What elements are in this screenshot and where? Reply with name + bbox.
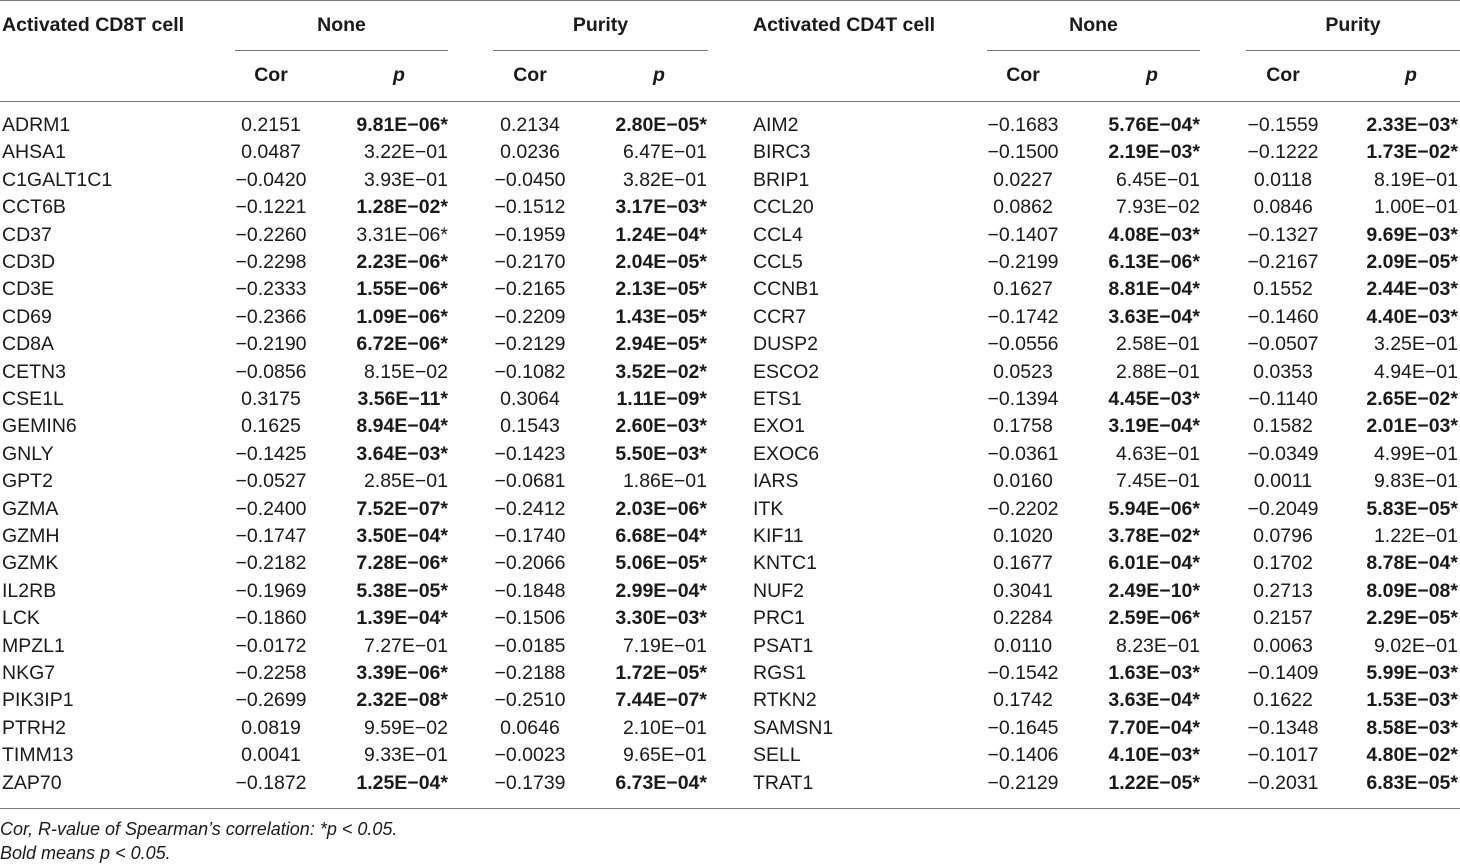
cor-purity-value: −0.0507 [1247,333,1319,355]
gene-name: SAMSN1 [753,717,834,739]
p-none-value: 2.49E−10* [1108,580,1200,602]
cor-purity-value: −0.1409 [1247,662,1319,684]
cor-none-value: −0.2333 [235,278,307,300]
cor-purity-value: −0.1222 [1247,141,1319,163]
cor-purity-value: 0.0846 [1253,196,1313,218]
cor-header: Cor [254,64,288,86]
gene-name: CCL4 [753,224,803,246]
gene-name: GPT2 [2,470,53,492]
cor-none-value: 0.2151 [241,114,301,136]
cor-purity-value: −0.0349 [1247,443,1319,465]
p-none-value: 4.45E−03* [1108,388,1200,410]
gene-name: GEMIN6 [2,415,77,437]
gene-name: PIK3IP1 [2,689,74,711]
p-none-value: 3.78E−02* [1108,525,1200,547]
gene-name: CD3E [2,278,55,300]
p-purity-value: 1.73E−02* [1366,141,1458,163]
cor-purity-value: −0.1017 [1247,744,1319,766]
cor-none-value: −0.0856 [235,361,307,383]
cor-none-value: 0.0227 [993,169,1053,191]
p-purity-value: 4.99E−01 [1373,443,1458,465]
purity-left-underline [493,50,708,51]
cor-none-value: −0.2366 [235,306,307,328]
p-none-value: 1.39E−04* [356,607,448,629]
cor-none-value: 0.0487 [241,141,301,163]
cor-none-value: −0.2699 [235,689,307,711]
gene-name: KIF11 [753,525,804,547]
p-none-value: 2.85E−01 [363,470,448,492]
p-none-value: 7.45E−01 [1115,470,1200,492]
cor-none-value: −0.2258 [235,662,307,684]
cor-none-value: −0.1742 [987,306,1059,328]
none-left-underline [235,50,448,51]
p-purity-value: 7.19E−01 [622,635,707,657]
p-none-value: 7.52E−07* [356,498,448,520]
cor-purity-value: 0.1622 [1253,689,1313,711]
cor-purity-value: −0.1740 [494,525,566,547]
p-none-value: 3.93E−01 [363,169,448,191]
cor-none-value: −0.1747 [235,525,307,547]
cor-purity-value: −0.1327 [1247,224,1319,246]
p-none-value: 2.32E−08* [356,689,448,711]
p-none-value: 7.28E−06* [356,552,448,574]
cor-purity-value: −0.2209 [494,306,566,328]
p-none-value: 8.81E−04* [1108,278,1200,300]
cor-none-value: 0.1758 [993,415,1053,437]
cor-purity-value: 0.0118 [1253,169,1313,191]
purity-right-underline [1246,50,1460,51]
cor-none-value: 0.1742 [993,689,1053,711]
cor-purity-value: −0.2031 [1247,772,1319,794]
cor-purity-value: 0.1543 [500,415,560,437]
p-purity-value: 2.94E−05* [615,333,707,355]
cor-none-value: 0.1625 [241,415,301,437]
cor-purity-value: −0.2066 [494,552,566,574]
gene-name: RTKN2 [753,689,817,711]
cor-purity-value: −0.0450 [494,169,566,191]
p-purity-value: 5.06E−05* [615,552,707,574]
gene-name: CD37 [2,224,52,246]
p-purity-value: 6.47E−01 [622,141,707,163]
gene-name: GZMK [2,552,59,574]
p-none-value: 5.94E−06* [1108,498,1200,520]
gene-name: GNLY [2,443,54,465]
gene-name: LCK [2,607,40,629]
gene-name: PTRH2 [2,717,66,739]
cor-none-value: 0.3175 [241,388,301,410]
cor-none-value: −0.1406 [987,744,1059,766]
cor-none-value: −0.2190 [235,333,307,355]
cor-purity-value: −0.1423 [494,443,566,465]
p-none-value: 3.63E−04* [1108,306,1200,328]
cor-purity-value: 0.0646 [500,717,560,739]
cor-none-value: −0.1860 [235,607,307,629]
gene-name: ZAP70 [2,772,62,794]
top-rule [0,0,1460,1]
p-purity-value: 9.69E−03* [1366,224,1458,246]
p-none-value: 6.01E−04* [1108,552,1200,574]
cor-none-value: 0.0041 [241,744,301,766]
cor-none-value: −0.2182 [235,552,307,574]
cor-none-value: −0.2199 [987,251,1059,273]
gene-name: CD3D [2,251,56,273]
p-purity-value: 3.30E−03* [615,607,707,629]
p-none-value: 7.27E−01 [363,635,448,657]
cor-none-value: −0.2298 [235,251,307,273]
gene-name: GZMA [2,498,59,520]
p-purity-value: 6.83E−05* [1366,772,1458,794]
p-purity-value: 1.24E−04* [615,224,707,246]
p-purity-value: 4.94E−01 [1373,361,1458,383]
gene-name: TRAT1 [753,772,814,794]
gene-name: TIMM13 [2,744,74,766]
purity-right-header: Purity [1325,14,1381,36]
gene-name: SELL [753,744,801,766]
p-purity-value: 2.13E−05* [615,278,707,300]
cor-none-value: −0.1542 [987,662,1059,684]
p-none-value: 3.63E−04* [1108,689,1200,711]
cor-none-value: −0.1221 [235,196,307,218]
gene-name: CSE1L [2,388,64,410]
p-purity-value: 2.80E−05* [615,114,707,136]
cor-purity-value: 0.2134 [500,114,560,136]
cor-none-value: −0.2400 [235,498,307,520]
cor-header: Cor [1006,64,1040,86]
gene-name: KNTC1 [753,552,817,574]
p-none-value: 9.33E−01 [363,744,448,766]
p-none-value: 4.08E−03* [1108,224,1200,246]
cor-none-value: 0.0110 [993,635,1053,657]
cor-purity-value: −0.2167 [1247,251,1319,273]
p-purity-value: 2.33E−03* [1366,114,1458,136]
cor-header: Cor [1266,64,1300,86]
cor-purity-value: −0.1848 [494,580,566,602]
gene-name: NUF2 [753,580,804,602]
cor-purity-value: −0.1348 [1247,717,1319,739]
gene-name: CD69 [2,306,52,328]
cor-purity-value: −0.1559 [1247,114,1319,136]
cor-purity-value: 0.1702 [1253,552,1313,574]
cor-purity-value: −0.1739 [494,772,566,794]
cor-purity-value: −0.2412 [494,498,566,520]
p-purity-value: 8.19E−01 [1373,169,1458,191]
cor-purity-value: −0.2510 [494,689,566,711]
cor-none-value: 0.1020 [993,525,1053,547]
gene-name: ITK [753,498,784,520]
gene-name: CCL20 [753,196,814,218]
gene-name: IARS [753,470,799,492]
p-purity-value: 2.09E−05* [1366,251,1458,273]
p-none-value: 3.22E−01 [363,141,448,163]
p-purity-value: 5.99E−03* [1366,662,1458,684]
p-none-value: 2.19E−03* [1108,141,1200,163]
p-purity-value: 6.73E−04* [615,772,707,794]
gene-name: CCT6B [2,196,66,218]
gene-name: ADRM1 [2,114,71,136]
gene-name: ESCO2 [753,361,820,383]
cor-none-value: −0.1425 [235,443,307,465]
p-purity-value: 5.50E−03* [615,443,707,465]
gene-name: MPZL1 [2,635,65,657]
p-purity-value: 2.04E−05* [615,251,707,273]
gene-name: CCL5 [753,251,803,273]
p-none-value: 1.63E−03* [1108,662,1200,684]
p-none-value: 1.09E−06* [356,306,448,328]
cor-purity-value: −0.2170 [494,251,566,273]
p-header: p [393,64,405,86]
cor-none-value: −0.1872 [235,772,307,794]
gene-name: EXO1 [753,415,806,437]
none-right-underline [987,50,1200,51]
cor-none-value: −0.0420 [235,169,307,191]
cor-none-value: −0.0556 [987,333,1059,355]
cor-none-value: 0.1677 [993,552,1053,574]
p-none-value: 9.59E−02 [363,717,448,739]
p-none-value: 8.94E−04* [356,415,448,437]
p-none-value: 9.81E−06* [356,114,448,136]
p-none-value: 2.88E−01 [1115,361,1200,383]
gene-name: CETN3 [2,361,66,383]
p-purity-value: 9.02E−01 [1373,635,1458,657]
p-none-value: 1.22E−05* [1108,772,1200,794]
cor-none-value: −0.2129 [987,772,1059,794]
cor-purity-value: −0.1140 [1248,388,1318,410]
p-none-value: 7.93E−02 [1115,196,1200,218]
p-purity-value: 1.43E−05* [615,306,707,328]
p-purity-value: 2.03E−06* [615,498,707,520]
gene-name: IL2RB [2,580,57,602]
p-purity-value: 8.09E−08* [1366,580,1458,602]
p-none-value: 4.10E−03* [1108,744,1200,766]
p-none-value: 1.28E−02* [356,196,448,218]
p-purity-value: 1.22E−01 [1373,525,1458,547]
p-purity-value: 7.44E−07* [615,689,707,711]
cor-none-value: −0.0172 [235,635,307,657]
gene-name: GZMH [2,525,60,547]
p-none-value: 6.13E−06* [1108,251,1200,273]
p-purity-value: 8.78E−04* [1366,552,1458,574]
gene-name: PRC1 [753,607,806,629]
p-none-value: 6.45E−01 [1115,169,1200,191]
gene-name: NKG7 [2,662,56,684]
p-purity-value: 1.53E−03* [1366,689,1458,711]
cor-purity-value: −0.1082 [494,361,566,383]
p-none-value: 5.38E−05* [356,580,448,602]
gene-name: BIRC3 [753,141,811,163]
gene-name: ETS1 [753,388,802,410]
gene-name: BRIP1 [753,169,810,191]
p-purity-value: 1.00E−01 [1373,196,1458,218]
cor-none-value: −0.2260 [235,224,307,246]
gene-name: AIM2 [753,114,799,136]
bottom-rule [0,808,1460,809]
cor-none-value: −0.2202 [987,498,1059,520]
p-none-value: 2.59E−06* [1108,607,1200,629]
cor-header: Cor [513,64,547,86]
p-none-value: 8.23E−01 [1115,635,1200,657]
left-panel-title: Activated CD8T cell [2,14,185,36]
p-none-value: 3.19E−04* [1108,415,1200,437]
p-none-value: 6.72E−06* [356,333,448,355]
p-purity-value: 9.65E−01 [622,744,707,766]
cor-purity-value: 0.0796 [1253,525,1313,547]
cor-purity-value: 0.1582 [1253,415,1313,437]
cor-none-value: −0.1500 [987,141,1059,163]
cor-purity-value: −0.2129 [494,333,566,355]
cor-none-value: 0.0160 [993,470,1053,492]
p-none-value: 4.63E−01 [1115,443,1200,465]
p-purity-value: 8.58E−03* [1366,717,1458,739]
p-purity-value: 4.40E−03* [1366,306,1458,328]
cor-none-value: 0.1627 [993,278,1053,300]
p-purity-value: 2.01E−03* [1366,415,1458,437]
cor-purity-value: −0.2165 [494,278,566,300]
cor-none-value: −0.1407 [987,224,1059,246]
none-right-header: None [1069,14,1118,36]
gene-name: CCNB1 [753,278,820,300]
cor-purity-value: 0.3064 [500,388,560,410]
p-purity-value: 9.83E−01 [1373,470,1458,492]
p-none-value: 5.76E−04* [1108,114,1200,136]
cor-purity-value: −0.1460 [1247,306,1319,328]
cor-none-value: −0.0361 [987,443,1059,465]
cor-purity-value: −0.2049 [1247,498,1319,520]
p-purity-value: 1.86E−01 [622,470,707,492]
gene-name: AHSA1 [2,141,66,163]
p-purity-value: 2.44E−03* [1366,278,1458,300]
p-none-value: 3.64E−03* [356,443,448,465]
footnote-cor: Cor, R-value of Spearman’s correlation: *p < 0.05. [0,819,398,839]
p-none-value: 2.23E−06* [356,251,448,273]
cor-purity-value: −0.1512 [494,196,566,218]
right-panel-title: Activated CD4T cell [753,14,936,36]
p-purity-value: 3.25E−01 [1373,333,1458,355]
p-purity-value: 2.65E−02* [1366,388,1458,410]
p-none-value: 7.70E−04* [1108,717,1200,739]
gene-name: DUSP2 [753,333,819,355]
p-purity-value: 1.11E−09* [616,388,707,410]
gene-name: EXOC6 [753,443,820,465]
p-none-value: 3.50E−04* [356,525,448,547]
cor-none-value: −0.1645 [987,717,1059,739]
p-none-value: 8.15E−02 [363,361,448,383]
p-purity-value: 1.72E−05* [615,662,707,684]
p-purity-value: 2.60E−03* [615,415,707,437]
p-purity-value: 3.17E−03* [615,196,707,218]
cor-purity-value: −0.0681 [494,470,566,492]
cor-purity-value: 0.2713 [1253,580,1313,602]
cor-purity-value: −0.0185 [494,635,566,657]
cor-none-value: −0.1683 [987,114,1059,136]
p-purity-value: 4.80E−02* [1366,744,1458,766]
gene-name: CD8A [2,333,55,355]
cor-purity-value: −0.2188 [494,662,566,684]
cor-none-value: 0.0523 [993,361,1053,383]
p-purity-value: 2.29E−05* [1366,607,1458,629]
p-none-value: 1.25E−04* [356,772,448,794]
cor-none-value: 0.0862 [993,196,1053,218]
cor-none-value: 0.3041 [993,580,1053,602]
footnote-bold: Bold means p < 0.05. [0,843,171,863]
header-rule [0,101,1460,102]
p-purity-value: 6.68E−04* [615,525,707,547]
cor-none-value: 0.0819 [241,717,301,739]
p-none-value: 2.58E−01 [1115,333,1200,355]
p-none-value: 3.56E−11* [357,388,448,410]
p-header: p [653,64,665,86]
p-none-value: 3.39E−06* [356,662,448,684]
cor-none-value: 0.2284 [993,607,1053,629]
p-none-value: 3.31E−06* [356,224,448,246]
cor-purity-value: 0.0011 [1253,470,1313,492]
p-purity-value: 2.99E−04* [615,580,707,602]
cor-purity-value: −0.0023 [494,744,566,766]
cor-purity-value: −0.1959 [494,224,566,246]
p-purity-value: 3.52E−02* [615,361,707,383]
cor-none-value: −0.0527 [235,470,307,492]
cor-none-value: −0.1969 [235,580,307,602]
gene-name: C1GALT1C1 [2,169,113,191]
p-purity-value: 5.83E−05* [1366,498,1458,520]
p-none-value: 1.55E−06* [356,278,448,300]
purity-left-header: Purity [572,14,629,36]
cor-purity-value: 0.0236 [500,141,560,163]
p-header: p [1405,64,1417,86]
cor-purity-value: −0.1506 [494,607,566,629]
cor-none-value: −0.1394 [987,388,1059,410]
p-header: p [1146,64,1158,86]
cor-purity-value: 0.2157 [1253,607,1313,629]
p-purity-value: 3.82E−01 [622,169,707,191]
cor-purity-value: 0.0063 [1253,635,1313,657]
gene-name: RGS1 [753,662,807,684]
cor-purity-value: 0.0353 [1253,361,1313,383]
gene-name: PSAT1 [753,635,814,657]
none-left-header: None [317,14,366,36]
gene-name: CCR7 [753,306,807,328]
cor-purity-value: 0.1552 [1253,278,1313,300]
p-purity-value: 2.10E−01 [622,717,707,739]
